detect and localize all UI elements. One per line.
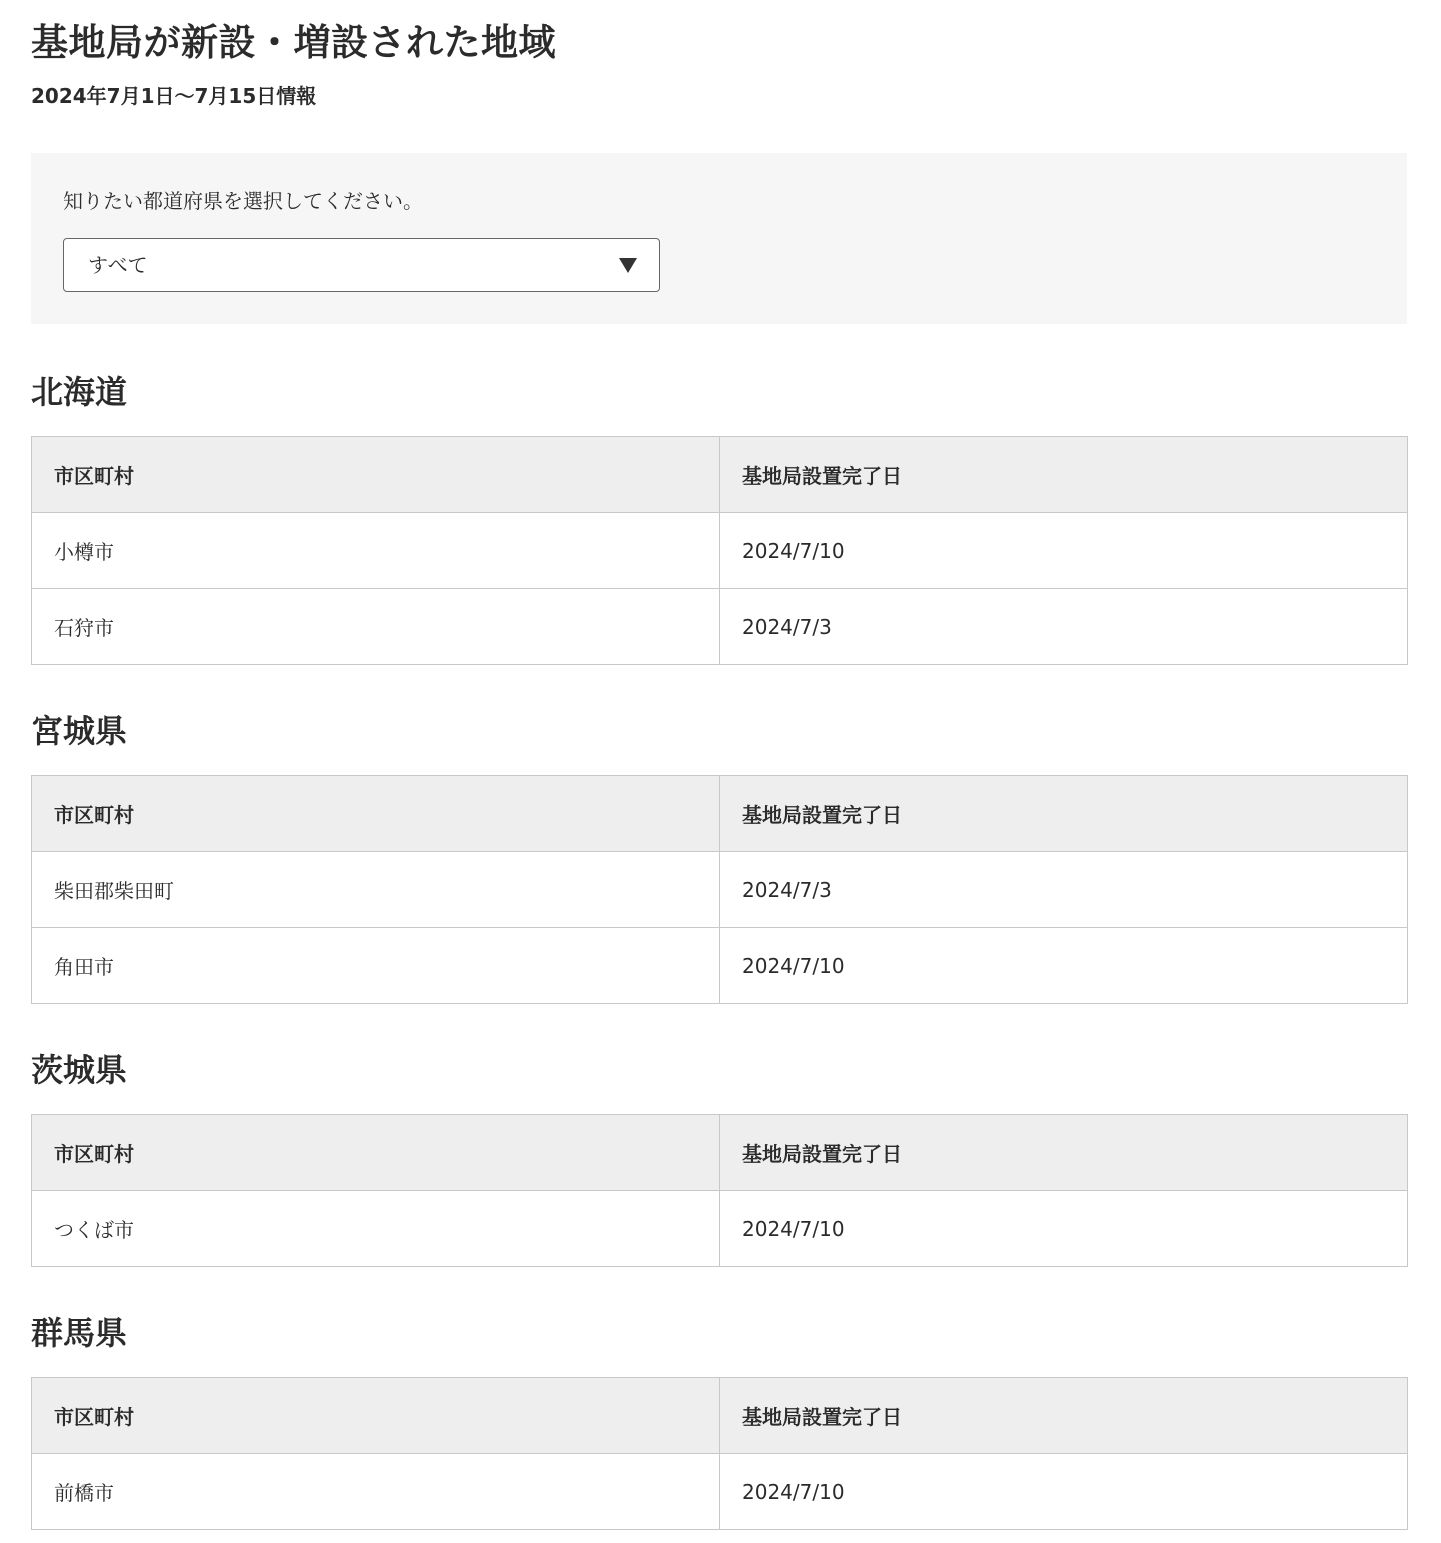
region-title: 群馬県 — [31, 1314, 128, 1352]
cell-city: 小樽市 — [32, 513, 720, 589]
region-table — [31, 1377, 1408, 1530]
cell-date: 2024/7/10 — [720, 1454, 1408, 1530]
prefecture-filter-label: 知りたい都道府県を選択してください。 — [63, 189, 423, 213]
region-section-ibaraki — [31, 1050, 1407, 1267]
region-table — [31, 1114, 1408, 1267]
triangle-down-icon — [619, 258, 637, 273]
cell-city: 角田市 — [32, 928, 720, 1004]
page-subtitle: 2024年7月1日〜7月15日情報 — [31, 84, 317, 108]
table-row — [32, 1191, 1408, 1267]
cell-date: 2024/7/3 — [720, 852, 1408, 928]
cell-city: 前橋市 — [32, 1454, 720, 1530]
table-row — [32, 852, 1408, 928]
region-table — [31, 775, 1408, 1004]
table-row — [32, 928, 1408, 1004]
cell-date: 2024/7/10 — [720, 1191, 1408, 1267]
cell-date: 2024/7/10 — [720, 928, 1408, 1004]
prefecture-select-value: すべて — [88, 253, 148, 277]
region-title: 宮城県 — [31, 712, 128, 750]
table-header-row — [32, 776, 1408, 852]
page-title: 基地局が新設・増設された地域 — [31, 21, 556, 64]
column-header-city: 市区町村 — [32, 437, 720, 513]
cell-date: 2024/7/10 — [720, 513, 1408, 589]
table-header-row — [32, 1115, 1408, 1191]
cell-city: 柴田郡柴田町 — [32, 852, 720, 928]
region-section-gunma — [31, 1313, 1407, 1530]
region-table — [31, 436, 1408, 665]
region-section-miyagi — [31, 711, 1407, 1004]
table-header-row — [32, 1378, 1408, 1454]
prefecture-select[interactable] — [63, 238, 660, 292]
region-title: 茨城県 — [31, 1051, 128, 1089]
cell-city: 石狩市 — [32, 589, 720, 665]
column-header-city: 市区町村 — [32, 1115, 720, 1191]
column-header-date: 基地局設置完了日 — [720, 437, 1408, 513]
table-row — [32, 1454, 1408, 1530]
cell-date: 2024/7/3 — [720, 589, 1408, 665]
column-header-date: 基地局設置完了日 — [720, 776, 1408, 852]
region-section-hokkaido — [31, 372, 1407, 665]
cell-city: つくば市 — [32, 1191, 720, 1267]
table-row — [32, 589, 1408, 665]
prefecture-filter-panel — [31, 153, 1407, 324]
column-header-city: 市区町村 — [32, 776, 720, 852]
column-header-date: 基地局設置完了日 — [720, 1115, 1408, 1191]
column-header-city: 市区町村 — [32, 1378, 720, 1454]
column-header-date: 基地局設置完了日 — [720, 1378, 1408, 1454]
table-row — [32, 513, 1408, 589]
table-header-row — [32, 437, 1408, 513]
region-title: 北海道 — [31, 373, 128, 411]
